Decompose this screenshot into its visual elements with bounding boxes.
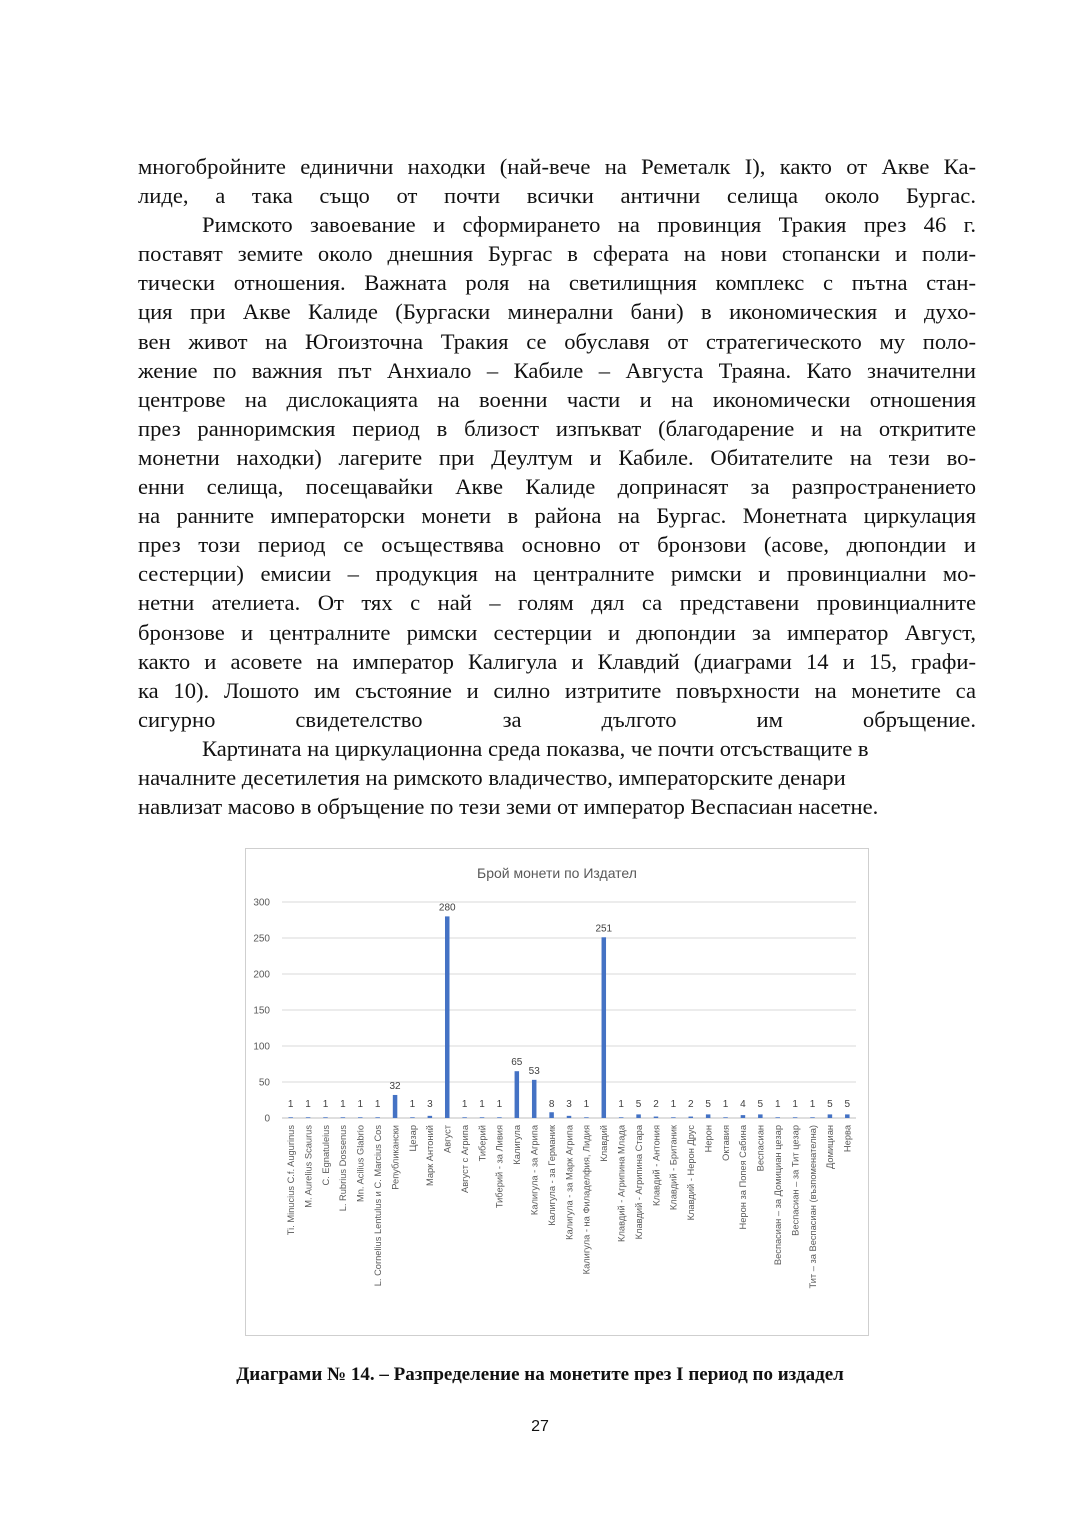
x-tick-label: Калигула - на Филаделфия, Лидия [581,1125,592,1275]
x-tick-label: Клавдий [599,1125,610,1162]
x-tick-label: Цезар [407,1125,418,1152]
data-label: 3 [427,1099,433,1110]
bar [602,937,607,1118]
bar [741,1115,746,1118]
x-tick-label: Републикански [390,1125,401,1190]
bar [549,1112,554,1118]
y-tick-label: 150 [253,1005,270,1017]
x-tick-label: Калигула - за Марк Агрипа [564,1125,575,1240]
x-tick-label: Август [442,1125,453,1153]
data-label: 1 [722,1099,729,1110]
x-tick-label: M. Aurelius Scaurus [303,1125,314,1208]
x-tick-label: Веспасиан – за Домициан цезар [773,1125,784,1266]
data-label: 1 [496,1099,503,1110]
x-tick-label: Mn. Acilius Glabrio [355,1125,366,1202]
x-tick-label: Калигула [512,1125,523,1165]
bar [341,1117,346,1118]
bar [480,1117,485,1118]
bar [845,1114,850,1118]
bar [445,916,450,1118]
x-tick-label: L. Cornelius Lentulus и C. Marcius Cos [372,1125,383,1287]
bar [793,1117,798,1118]
bar [515,1071,520,1118]
data-label: 4 [740,1099,746,1110]
bar-chart [246,849,868,1335]
data-label: 1 [618,1099,624,1110]
chart [245,848,869,1336]
data-label: 8 [548,1099,555,1110]
data-label: 5 [635,1099,642,1110]
y-tick-label: 250 [253,933,270,945]
data-label: 2 [687,1099,694,1110]
bar [288,1117,293,1118]
bar [497,1117,502,1118]
paragraph: многобройните единични находки (най-вече на Реметалк I), както от Акве Ка- лиде, а така също от почти всички антични селища около Бургас. [138,154,976,209]
x-tick-label: Тиберий - за Ливия [494,1125,505,1209]
x-tick-label: Марк Антоний [425,1125,436,1187]
bar [723,1117,728,1118]
x-tick-label: Тит – за Веспасиан (възпоменателна) [807,1125,818,1289]
y-tick-label: 300 [253,897,270,909]
x-tick-label: Октавия [720,1125,731,1161]
data-label: 1 [305,1099,311,1110]
bar [393,1095,398,1118]
data-label: 1 [374,1099,381,1110]
x-tick-label: Клавдий - Нерон Друс [686,1125,697,1221]
page-number: 27 [531,1418,549,1435]
bar [654,1117,659,1118]
x-tick-label: L. Rubrius Dossenus [338,1125,349,1212]
data-label: 1 [792,1099,798,1110]
x-tick-label: Клавдий - Агрипина Млада [616,1125,627,1242]
bar [810,1117,815,1118]
x-tick-label: Август с Агрипа [459,1125,470,1193]
paragraph: Картината на циркулационна среда показва, че почти отсъстващите в началните десетилетия на римското владичество, императорските денари навлизат масово в обръщение по тези земи от император Веспасиан насетне. [138,735,879,820]
bar [462,1117,467,1118]
data-label: 1 [809,1099,816,1110]
data-label: 5 [827,1099,833,1110]
data-label: 65 [511,1057,523,1069]
data-label: 5 [705,1099,711,1110]
bar [619,1117,624,1118]
x-tick-label: Домициан [825,1125,836,1169]
y-tick-label: 50 [258,1077,270,1089]
bar [410,1117,415,1118]
x-tick-label: Нерва [842,1125,853,1153]
data-label: 32 [389,1080,401,1092]
data-label: 1 [322,1099,329,1110]
bar [689,1117,694,1118]
x-tick-label: Калигула - за Германик [546,1125,557,1226]
bar [775,1117,780,1118]
data-label: 1 [409,1099,416,1110]
data-label: 1 [670,1099,677,1110]
bar [584,1117,589,1118]
data-label: 1 [340,1099,346,1110]
data-label: 5 [844,1099,851,1110]
bar [358,1117,363,1118]
bar [636,1114,641,1118]
x-tick-label: Веспасиан – за Тит цезар [790,1125,801,1236]
data-label: 280 [438,902,456,914]
bar [671,1117,676,1118]
y-tick-label: 200 [253,969,270,981]
data-label: 1 [287,1099,294,1110]
y-tick-label: 0 [264,1113,270,1125]
bar [567,1116,572,1118]
data-label: 1 [774,1099,781,1110]
paragraph: Римското завоевание и сформирането на провинция Тракия през 46 г. поставят земите около днешния Бургас в сферата на нови стопански и поли- тически отношения. Важната роля на светилищния комплекс с пътна стан- ция при Акве Калиде (Бургаски минерални бани) в икономическия и духо- вен живот на Югоизточна Тракия се обуславя от стратегическото му поло- жение по важния път Анхиало – Кабиле – Августа Траяна. Като значителни центрове на дислокацията на военни части и на икономически отношения през ранноримския период в близост изпъкват (благодарение и на откритите монетни находки) лагерите при Деултум и Кабиле. Обитателите на тези во- енни селища, посещавайки Акве Калиде допринасят за разпространението на ранните императорски монети в района на Бургас. Монетната циркулация през този период се осъществява основно от бронзови (асове, дюпондии и сестерции) емисии – продукция на централните римски и провинциални мо- нетни ателиета. От тях с най – голям дял са представени провинциалните бронзове и централните римски сестерции и дюпондии за император Август, както и асовете на император Калигула и Клавдий (диаграми 14 и 15, графи- ка 10). Лошото им състояние и силно изтритите повърхности на монетите са сигурно свидетелство за дългото им обръщение. [138,212,976,732]
x-tick-label: Клавдий - Британик [668,1125,679,1211]
bar [706,1114,711,1118]
x-tick-label: Веспасиан [755,1125,766,1172]
data-label: 1 [461,1099,468,1110]
bar [758,1114,763,1118]
data-label: 53 [528,1065,540,1077]
x-tick-label: C. Egnatuleius [320,1125,331,1186]
y-tick-label: 100 [253,1041,270,1053]
bar [375,1117,380,1118]
data-label: 3 [566,1099,572,1110]
data-label: 1 [479,1099,485,1110]
data-label: 5 [757,1099,764,1110]
figure-caption: Диаграми № 14. – Разпределение на монетите през I период по издадел [236,1364,844,1385]
bar [532,1080,537,1118]
data-label: 1 [583,1099,590,1110]
bar [323,1117,328,1118]
x-tick-label: Тиберий [477,1125,488,1162]
x-tick-label: Ti. Minucius C.f. Augurinus [285,1125,296,1236]
data-label: 1 [357,1099,364,1110]
chart-title: Брой монети по Издател [477,865,637,881]
data-label: 251 [595,923,613,935]
x-tick-label: Нерон [703,1125,714,1153]
x-tick-label: Калигула - за Агрипа [529,1125,540,1216]
body-text [138,152,976,821]
x-tick-label: Клавдий - Агрипина Стара [633,1125,644,1240]
bar [428,1116,433,1118]
x-tick-label: Нерон за Попея Сабина [738,1125,749,1230]
bar [306,1117,311,1118]
bar [828,1114,833,1118]
data-label: 2 [653,1099,659,1110]
x-tick-label: Клавдий - Антония [651,1125,662,1206]
